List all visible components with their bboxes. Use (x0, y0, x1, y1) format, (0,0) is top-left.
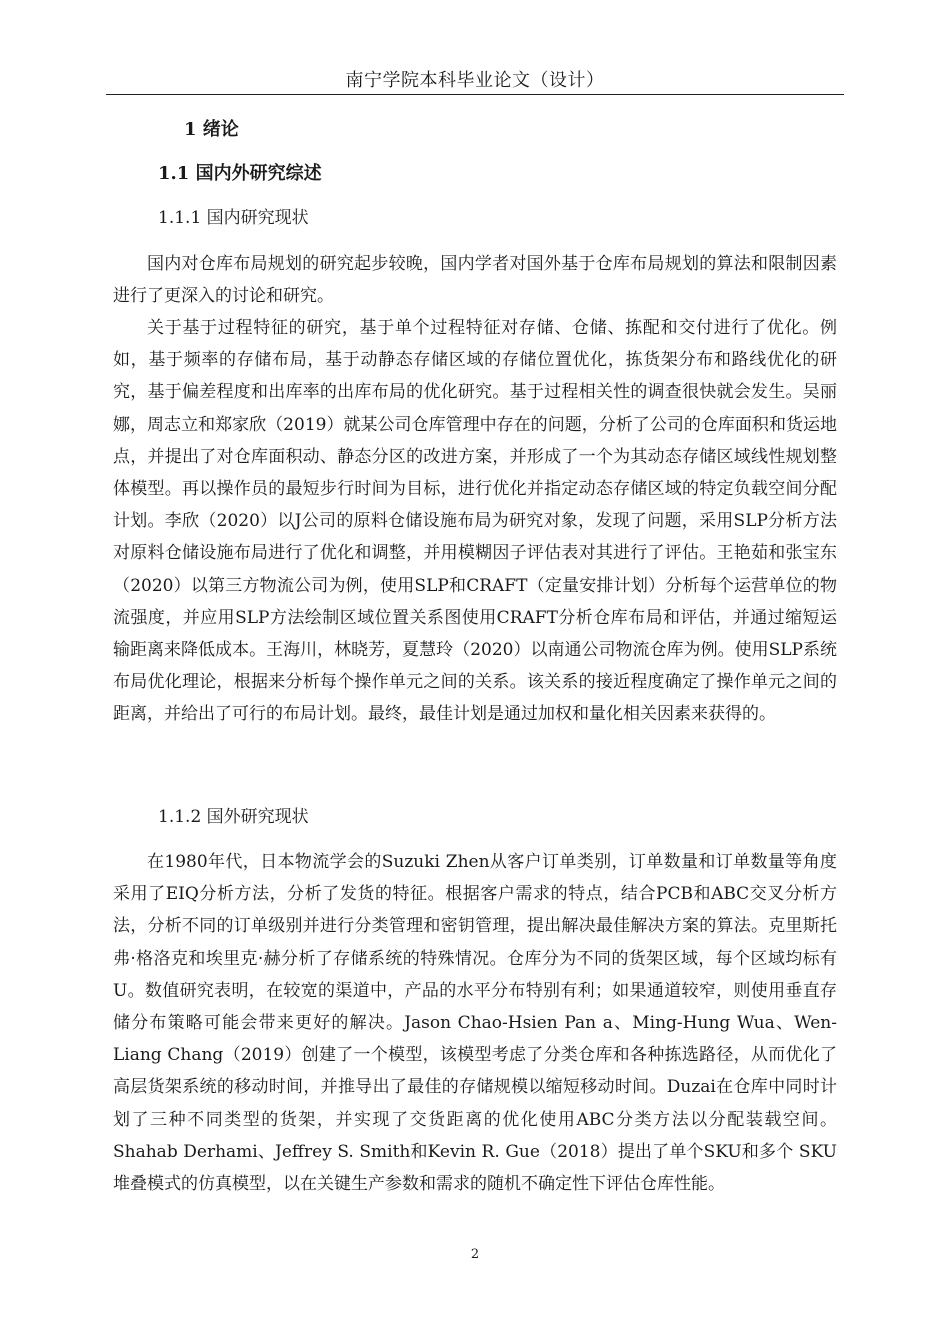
subsection-heading-domestic: 1.1.1 国内研究现状 (158, 208, 309, 228)
paragraph: 在1980年代，日本物流学会的Suzuki Zhen从客户订单类别，订单数量和订单数量等角度采用了EIQ分析方法，分析了发货的特征。根据客户需求的特点，结合PCB和ABC交叉分析方法，分析不同的订单级别并进行分类管理和密钥管理，提出解决最佳解决方案的算法。克里斯托弗·格洛克和埃里克·赫分析了存储系统的特殊情况。仓库分为不同的货架区域，每个区域均标有U。数值研究表明，在较宽的渠道中，产品的水平分布特别有利；如果通道较窄，则使用垂直存储分布策略可能会带来更好的解决。Jason Chao-Hsien Pan a、Ming-Hung Wua、Wen-Liang Chang（2019）创建了一个模型，该模型考虑了分类仓库和各种拣选路径，从而优化了高层货架系统的移动时间，并推导出了最佳的存储规模以缩短移动时间。Duzai在仓库中同时计划了三种不同类型的货架，并实现了交货距离的优化使用ABC分类方法以分配装载空间。 Shahab Derhami、Jeffrey S. Smith和Kevin R. Gue（2018）提出了单个SKU和多个 SKU堆叠模式的仿真模型，以在关键生产参数和需求的随机不确定性下评估仓库性能。 (113, 852, 837, 1195)
page-number: 2 (470, 1247, 480, 1262)
paragraph: 关于基于过程特征的研究，基于单个过程特征对存储、仓储、拣配和交付进行了优化。例如，基于频率的存储布局，基于动静态存储区域的存储位置优化，拣货架分布和路线优化的研究，基于偏差程度和出库率的出库布局的优化研究。基于过程相关性的调查很快就会发生。吴丽娜，周志立和郑家欣（2019）就某公司仓库管理中存在的问题，分析了公司的仓库面积和货运地点，并提出了对仓库面积动、静态分区的改进方案，并形成了一个为其动态存储区域线性规划整体模型。再以操作员的最短步行时间为目标，进行优化并指定动态存储区域的特定负载空间分配计划。李欣（2020）以J公司的原料仓储设施布局为研究对象，发现了问题，采用SLP分析方法对原料仓储设施布局进行了优化和调整，并用模糊因子评估表对其进行了评估。王艳茹和张宝东（2020）以第三方物流公司为例，使用SLP和CRAFT（定量安排计划）分析每个运营单位的物流强度，并应用SLP方法绘制区域位置关系图使用CRAFT分析仓库布局和评估，并通过缩短运输距离来降低成本。王海川，林晓芳，夏慧玲（2020）以南通公司物流仓库为例。使用SLP系统布局优化理论，根据来分析每个操作单元之间的关系。该关系的接近程度确定了操作单元之间的距离，并给出了可行的布局计划。最终，最佳计划是通过加权和量化相关因素来获得的。 (113, 318, 837, 725)
header-rule (106, 94, 844, 95)
section-heading: 1.1 国内外研究综述 (158, 163, 322, 184)
chapter-heading: 1 绪论 (184, 119, 239, 140)
subsection-heading-foreign: 1.1.2 国外研究现状 (158, 807, 309, 827)
running-header: 南宁学院本科毕业论文（设计） (345, 70, 605, 91)
paragraph: 国内对仓库布局规划的研究起步较晚，国内学者对国外基于仓库布局规划的算法和限制因素进行了更深入的讨论和研究。 (113, 254, 837, 307)
